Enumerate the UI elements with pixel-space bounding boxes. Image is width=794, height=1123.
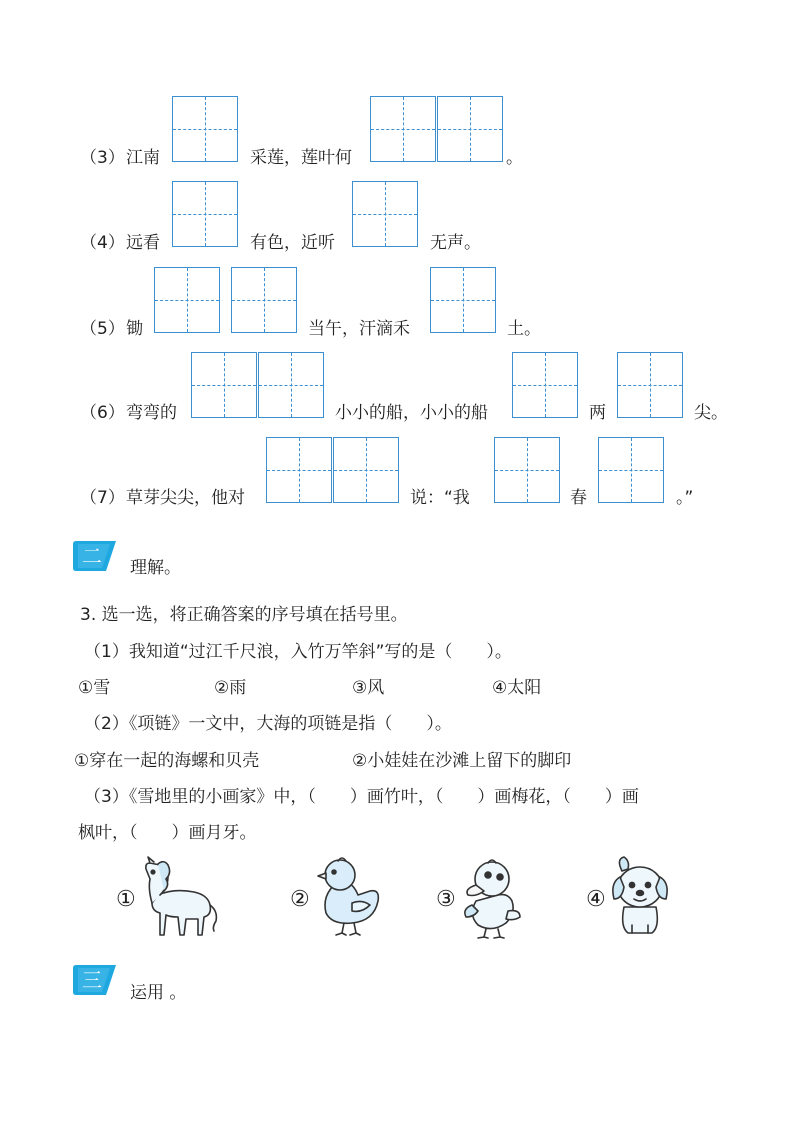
char-box[interactable] bbox=[258, 352, 324, 418]
line-text: 采莲，莲叶何 bbox=[250, 148, 352, 168]
section-title: 理解。 bbox=[130, 558, 181, 578]
line-text: 当午，汗滴禾 bbox=[308, 319, 410, 339]
line-text: 说：“我 bbox=[410, 488, 470, 508]
option-2: ②雨 bbox=[214, 678, 247, 698]
char-box[interactable] bbox=[333, 437, 399, 503]
horse-icon bbox=[138, 855, 220, 939]
char-box[interactable] bbox=[172, 181, 238, 247]
char-box[interactable] bbox=[598, 437, 664, 503]
line-text: 锄 bbox=[126, 319, 143, 339]
char-box[interactable] bbox=[430, 267, 496, 333]
duck-icon bbox=[458, 855, 524, 939]
question-3-line-1: （3）《雪地里的小画家》中，（ ）画竹叶，（ ）画梅花，（ ）画 bbox=[84, 787, 639, 807]
line-number: （4） bbox=[80, 233, 125, 253]
line-number: （6） bbox=[80, 403, 125, 423]
char-box[interactable] bbox=[494, 437, 560, 503]
animal-number: ② bbox=[290, 887, 310, 912]
chick-icon bbox=[312, 855, 384, 937]
char-box[interactable] bbox=[191, 352, 257, 418]
option-2: ②小娃娃在沙滩上留下的脚印 bbox=[352, 751, 572, 771]
line-text: 两 bbox=[589, 403, 606, 423]
section-badge-label: 三 bbox=[82, 968, 102, 992]
puppy-icon bbox=[608, 855, 672, 939]
question-heading: 3. 选一选，将正确答案的序号填在括号里。 bbox=[80, 605, 408, 625]
question-3-line-2: 枫叶，（ ）画月牙。 bbox=[78, 823, 257, 843]
line-text: 春 bbox=[570, 488, 587, 508]
char-box[interactable] bbox=[172, 96, 238, 162]
line-text: 江南 bbox=[126, 148, 160, 168]
option-1: ①穿在一起的海螺和贝壳 bbox=[74, 751, 260, 771]
line-text: 。 bbox=[506, 148, 523, 168]
line-number: （3） bbox=[80, 148, 125, 168]
line-text: 弯弯的 bbox=[126, 403, 177, 423]
line-text: 有色，近听 bbox=[250, 233, 335, 253]
char-box[interactable] bbox=[437, 96, 503, 162]
question-2: （2）《项链》一文中，大海的项链是指（ ）。 bbox=[84, 714, 452, 734]
option-3: ③风 bbox=[352, 678, 385, 698]
char-box[interactable] bbox=[154, 267, 220, 333]
animal-number: ① bbox=[116, 887, 136, 912]
line-text: 远看 bbox=[126, 233, 160, 253]
line-text: 土。 bbox=[507, 319, 541, 339]
char-box[interactable] bbox=[512, 352, 578, 418]
animal-number: ④ bbox=[586, 887, 606, 912]
line-text: 无声。 bbox=[430, 233, 481, 253]
section-title: 运用 。 bbox=[130, 983, 187, 1003]
option-1: ①雪 bbox=[78, 678, 111, 698]
char-box[interactable] bbox=[266, 437, 332, 503]
animal-number: ③ bbox=[436, 887, 456, 912]
char-box[interactable] bbox=[370, 96, 436, 162]
question-1: （1）我知道“过江千尺浪，入竹万竿斜”写的是（ ）。 bbox=[84, 642, 512, 662]
char-box[interactable] bbox=[617, 352, 683, 418]
line-text: 。” bbox=[676, 488, 694, 508]
line-number: （7） bbox=[80, 488, 125, 508]
line-number: （5） bbox=[80, 319, 125, 339]
line-text: 小小的船，小小的船 bbox=[335, 403, 488, 423]
char-box[interactable] bbox=[231, 267, 297, 333]
char-box[interactable] bbox=[352, 181, 418, 247]
line-text: 尖。 bbox=[694, 403, 728, 423]
section-badge-label: 二 bbox=[82, 544, 102, 568]
line-text: 草芽尖尖，他对 bbox=[126, 488, 245, 508]
option-4: ④太阳 bbox=[492, 678, 542, 698]
